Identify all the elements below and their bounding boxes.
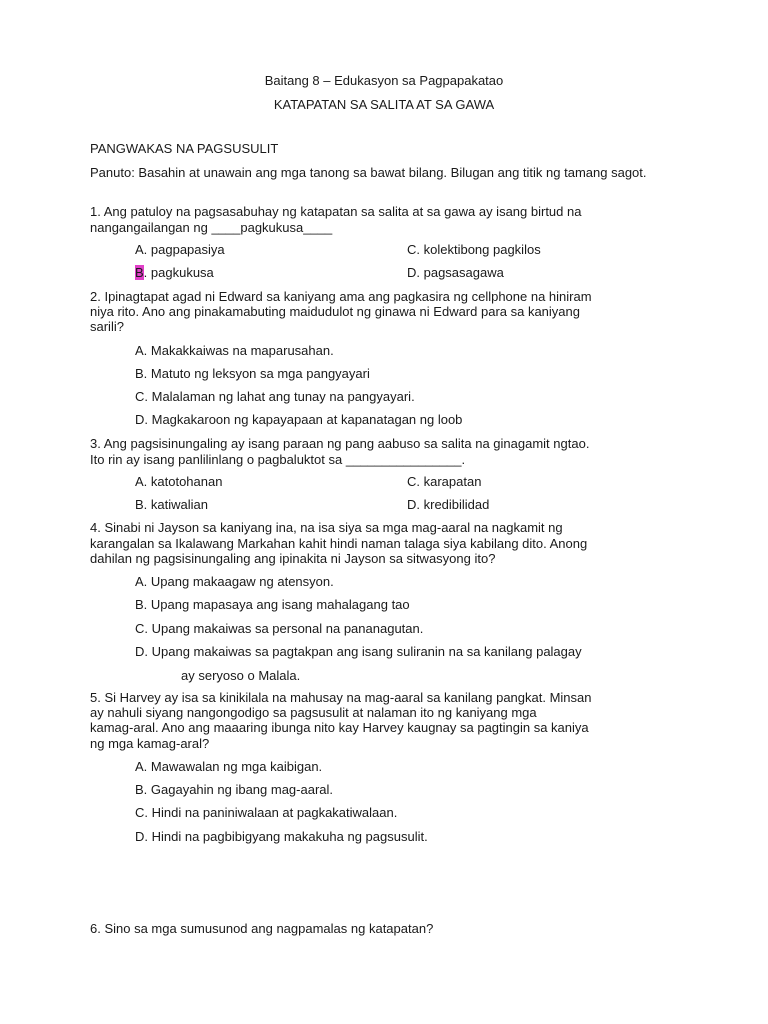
question-3-option-d: D. kredibilidad	[407, 497, 490, 512]
question-5-line-4: ng mga kamag-aral?	[90, 736, 210, 751]
section-title: PANGWAKAS NA PAGSUSULIT	[90, 141, 279, 156]
question-5-option-d: D. Hindi na pagbibigyang makakuha ng pagsusulit.	[135, 829, 428, 844]
question-4-option-c: C. Upang makaiwas sa personal na pananagutan.	[135, 621, 424, 636]
question-5-option-c: C. Hindi na paniniwalaan at pagkakatiwalaan.	[135, 805, 398, 820]
question-2-line-2: niya rito. Ano ang pinakamabuting maidudulot ng ginawa ni Edward para sa kaniyang	[90, 304, 580, 319]
question-3-line-2: Ito rin ay isang panlilinlang o pagbaluktot sa ________________.	[90, 452, 466, 467]
question-3-line-1: 3. Ang pagsisinungaling ay isang paraan ng pang aabuso sa salita na ginagamit ngtao.	[90, 436, 590, 451]
question-5-line-3: kamag-aral. Ano ang maaaring ibunga nito kay Harvey kaugnay sa pagtingin sa kaniya	[90, 720, 589, 735]
question-4-option-a: A. Upang makaagaw ng atensyon.	[135, 574, 334, 589]
document-title: Baitang 8 – Edukasyon sa Pagpapakatao	[264, 73, 504, 88]
question-1-option-a: A. pagpapasiya	[135, 242, 225, 257]
question-5-option-b: B. Gagayahin ng ibang mag-aaral.	[135, 782, 334, 797]
question-2-line-3: sarili?	[90, 319, 124, 334]
question-2-line-1: 2. Ipinagtapat agad ni Edward sa kaniyang ama ang pagkasira ng cellphone na hiniram	[90, 289, 592, 304]
question-1-option-d: D. pagsasagawa	[407, 265, 504, 280]
highlighted-answer-letter: B	[135, 265, 144, 280]
question-3-option-c: C. karapatan	[407, 474, 482, 489]
question-4-option-b: B. Upang mapasaya ang isang mahalagang tao	[135, 597, 410, 612]
question-4-line-3: dahilan ng pagsisinungaling ang ipinakita ni Jayson sa sitwasyong ito?	[90, 551, 496, 566]
question-1-option-c: C. kolektibong pagkilos	[407, 242, 541, 257]
question-5-line-2: ay nahuli siyang nangongodigo sa pagsusulit at nalaman ito ng kaniyang mga	[90, 705, 537, 720]
question-4-option-d: D. Upang makaiwas sa pagtakpan ang isang suliranin na sa kanilang palagay	[135, 644, 582, 659]
question-4-line-1: 4. Sinabi ni Jayson sa kaniyang ina, na isa siya sa mga mag-aaral na nagkamit ng	[90, 520, 563, 535]
question-1-line-1: 1. Ang patuloy na pagsasabuhay ng katapatan sa salita at sa gawa ay isang birtud na	[90, 204, 582, 219]
question-4-option-d-continued: ay seryoso o Malala.	[181, 668, 301, 683]
question-4-line-2: karangalan sa Ikalawang Markahan kahit hindi naman talaga siya kabilang dito. Anong	[90, 536, 588, 551]
question-1-option-b	[135, 265, 214, 281]
question-5-line-1: 5. Si Harvey ay isa sa kinikilala na mahusay na mag-aaral sa kanilang pangkat. Minsan	[90, 690, 592, 705]
question-5-option-a: A. Mawawalan ng mga kaibigan.	[135, 759, 323, 774]
question-1-line-2: nangangailangan ng ____pagkukusa____	[90, 220, 333, 235]
question-6-line-1: 6. Sino sa mga sumusunod ang nagpamalas ng katapatan?	[90, 921, 434, 936]
question-1-option-b-text: . pagkukusa	[143, 265, 214, 280]
question-2-option-b: B. Matuto ng leksyon sa mga pangyayari	[135, 366, 370, 381]
question-3-option-b: B. katiwalian	[135, 497, 208, 512]
question-2-option-c: C. Malalaman ng lahat ang tunay na pangyayari.	[135, 389, 415, 404]
question-2-option-a: A. Makakkaiwas na maparusahan.	[135, 343, 334, 358]
document-subtitle: KATAPATAN SA SALITA AT SA GAWA	[273, 97, 495, 112]
question-3-option-a: A. katotohanan	[135, 474, 223, 489]
instructions: Panuto: Basahin at unawain ang mga tanong sa bawat bilang. Bilugan ang titik ng tamang sagot.	[90, 165, 647, 180]
question-2-option-d: D. Magkakaroon ng kapayapaan at kapanatagan ng loob	[135, 412, 463, 427]
